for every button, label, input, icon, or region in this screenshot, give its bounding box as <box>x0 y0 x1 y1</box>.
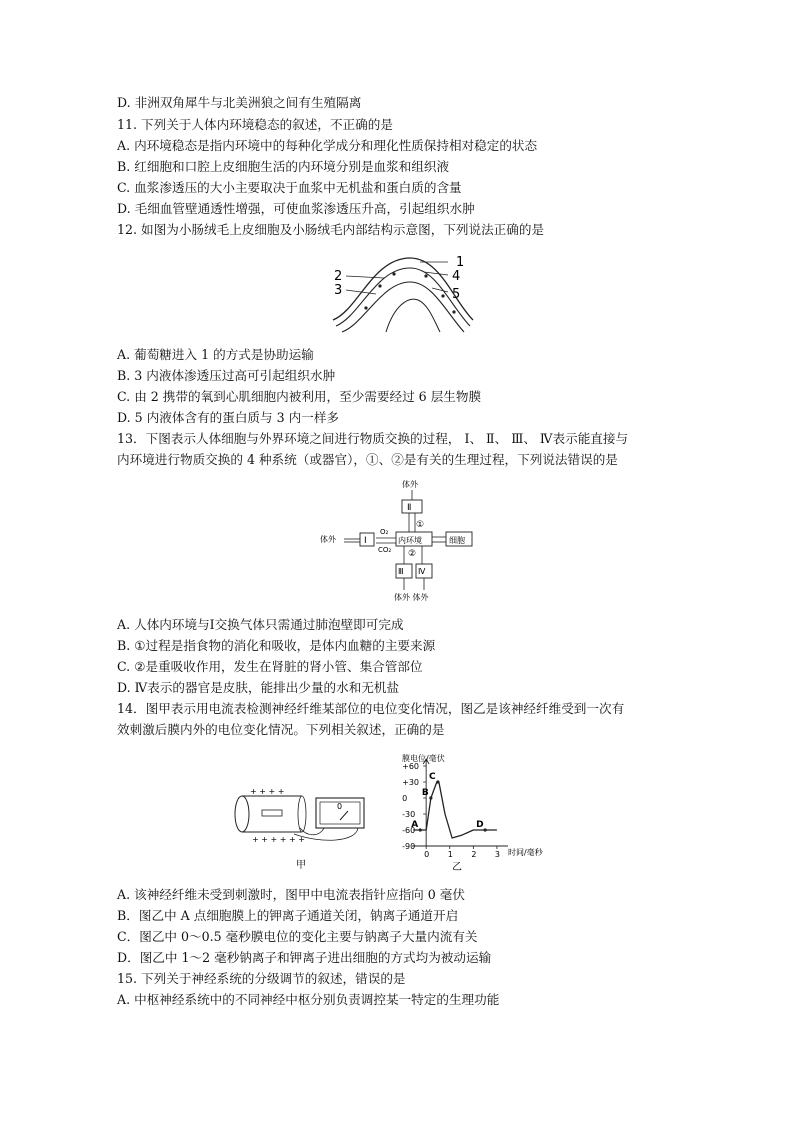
cell-label: 细胞 <box>449 536 465 545</box>
system-label-3: Ⅲ <box>398 567 404 576</box>
q13-option-b: B. ①过程是指食物的消化和吸收，是体内血糖的主要来源 <box>117 638 436 653</box>
chart-x-tick-label: 0 <box>424 850 430 859</box>
chart-y-tick-label: 0 <box>402 794 408 803</box>
q13-stem-line2: 内环境进行物质交换的 4 种系统（或器官），①、②是有关的生理过程，下列说法错误的是 <box>117 452 618 467</box>
process-1-label: ① <box>416 520 425 530</box>
chart-point-label-c: C <box>428 772 436 782</box>
villus-label-3: 3 <box>334 283 343 298</box>
chart-y-tick-label: +60 <box>402 762 420 771</box>
chart-y-tick-label: -60 <box>402 826 416 835</box>
chart-point-label-a: A <box>411 820 419 830</box>
chart-point-label-d: D <box>476 820 484 830</box>
q12-option-a: A. 葡萄糖进入 1 的方式是协助运输 <box>117 347 314 362</box>
q12-option-b: B. 3 内液体渗透压过高可引起组织水肿 <box>117 368 336 383</box>
villus-label-4: 4 <box>452 269 461 284</box>
chart-point-c <box>436 780 439 783</box>
chart-x-tick-label: 1 <box>447 850 453 859</box>
membrane-plus-bottom: + + + + + + <box>252 835 305 844</box>
outside-top-label: 体外 <box>402 480 418 489</box>
q14-stem-line2: 效刺激后膜内外的电位变化情况。下列相关叙述，正确的是 <box>117 722 445 737</box>
chart-y-axis-label: 膜电位/毫伏 <box>402 754 445 763</box>
chart-point-a <box>419 828 422 831</box>
chart-y-tick-label: -90 <box>402 842 416 851</box>
system-label-2: Ⅱ <box>407 503 412 513</box>
internal-environment-label: 内环境 <box>398 536 422 545</box>
system-label-1: Ⅰ <box>364 536 367 546</box>
chart-y-tick-label: +30 <box>402 778 420 787</box>
chart-ticks <box>402 762 500 859</box>
q14-option-b: B．图乙中 A 点细胞膜上的钾离子通道关闭，钠离子通道开启 <box>117 908 459 923</box>
co2-label: CO₂ <box>378 546 392 554</box>
chart-point-d <box>484 828 487 831</box>
q10-option-d: D. 非洲双角犀牛与北美洲狼之间有生殖隔离 <box>117 95 362 110</box>
figure-b-membrane-potential-chart <box>368 752 568 874</box>
chart-caption: 乙 <box>452 862 462 873</box>
chart-x-tick-label: 2 <box>471 850 477 859</box>
q13-stem-line1: 13．下图表示人体细胞与外界环境之间进行物质交换的过程， Ⅰ、 Ⅱ、 Ⅲ、 Ⅳ表示能直接与 <box>117 431 629 446</box>
galvanometer-zero: 0 <box>337 802 343 811</box>
q12-stem: 12. 如图为小肠绒毛上皮细胞及小肠绒毛内部结构示意图，下列说法正确的是 <box>117 222 545 237</box>
q14-option-a: A. 该神经纤维未受到刺激时，图甲中电流表指针应指向 0 毫伏 <box>117 887 465 902</box>
q14-option-c: C．图乙中 0～0.5 毫秒膜电位的变化主要与钠离子大量内流有关 <box>117 929 478 944</box>
figure-a-caption: 甲 <box>296 860 306 871</box>
q11-option-d: D. 毛细血管壁通透性增强，可使血浆渗透压升高，引起组织水肿 <box>117 201 475 216</box>
chart-y-tick-label: -30 <box>402 810 416 819</box>
chart-axes <box>412 759 508 846</box>
o2-label: O₂ <box>380 528 389 536</box>
villus-diagram <box>328 250 478 338</box>
system-box-2 <box>402 500 422 513</box>
q12-option-c: C. 由 2 携带的氧到心肌细胞内被利用，至少需要经过 6 层生物膜 <box>117 389 482 404</box>
villus-label-2: 2 <box>334 269 343 284</box>
chart-points <box>411 772 486 832</box>
system-box-1 <box>360 533 374 546</box>
q13-option-a: A. 人体内环境与Ⅰ交换气体只需通过肺泡壁即可完成 <box>117 617 404 632</box>
chart-point-b <box>429 796 432 799</box>
q15-stem: 15. 下列关于神经系统的分级调节的叙述，错误的是 <box>117 971 406 986</box>
q12-option-d: D. 5 内液体含有的蛋白质与 3 内一样多 <box>117 410 340 425</box>
q15-option-a: A. 中枢神经系统中的不同神经中枢分别负责调控某一特定的生理功能 <box>117 992 500 1007</box>
q11-option-c: C. 血浆渗透压的大小主要取决于血浆中无机盐和蛋白质的含量 <box>117 180 462 195</box>
membrane-plus-top: + + + + <box>250 787 285 796</box>
villus-label-1: 1 <box>456 255 465 270</box>
outside-bottom-label: 体外 体外 <box>394 593 429 602</box>
figure-a-nerve-meter <box>232 784 372 874</box>
process-2-label: ② <box>408 549 417 559</box>
exchange-diagram <box>318 478 478 606</box>
q13-option-d: D. Ⅳ表示的器官是皮肤，能排出少量的水和无机盐 <box>117 680 400 695</box>
q11-option-b: B. 红细胞和口腔上皮细胞生活的内环境分别是血浆和组织液 <box>117 159 450 174</box>
galvanometer-needle <box>340 811 348 820</box>
q14-option-d: D．图乙中 1～2 毫秒钠离子和钾离子进出细胞的方式均为被动运输 <box>117 950 492 965</box>
villus-label-5: 5 <box>452 287 461 302</box>
q11-option-a: A. 内环境稳态是指内环境中的每种化学成分和理化性质保持相对稳定的状态 <box>117 138 538 153</box>
q13-option-c: C. ②是重吸收作用，发生在肾脏的肾小管、集合管部位 <box>117 659 423 674</box>
outside-left-label: 体外 <box>320 535 336 544</box>
chart-point-label-b: B <box>421 788 429 798</box>
chart-x-tick-label: 3 <box>494 850 501 859</box>
chart-x-axis-label: 时间/毫秒 <box>508 848 543 857</box>
q14-stem-line1: 14．图甲表示用电流表检测神经纤维某部位的电位变化情况，图乙是该神经纤维受到一次有 <box>117 701 625 716</box>
q11-stem: 11. 下列关于人体内环境稳态的叙述，不正确的是 <box>117 117 393 132</box>
system-label-4: Ⅳ <box>418 567 426 576</box>
